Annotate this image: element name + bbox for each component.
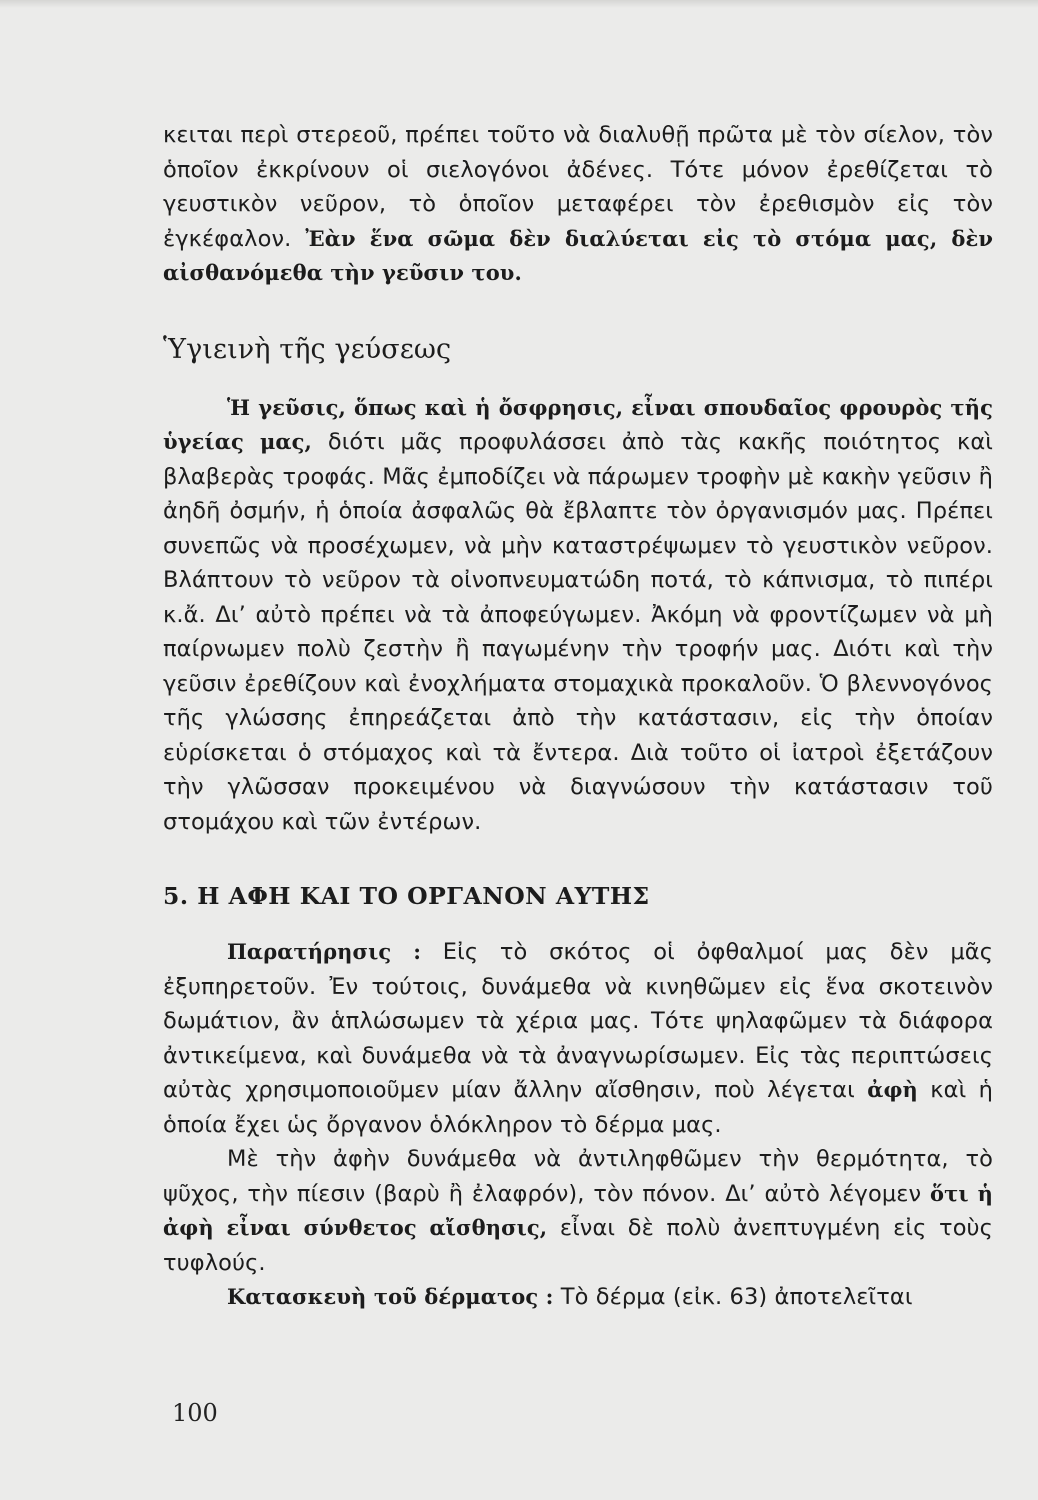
observation-label: Παρατήρησις : <box>227 939 422 964</box>
skin-construction-label: Κατασκευὴ τοῦ δέρματος : <box>227 1284 554 1309</box>
hygiene-body: διότι μᾶς προφυλάσσει ἀπὸ τὰς κακῆς ποιότητος καὶ βλαβερὰς τροφάς. Μᾶς ἐμποδίζει νὰ πάρωμεν τροφὴν μὲ κακὴν γεῦσιν ἢ ἀηδῆ ὀσμήν, ἡ ὁποία ἀσφαλῶς θὰ ἔβλαπτε τὸν ὀργανισμόν μας. Πρέπει συνεπῶς νὰ προσέχωμεν, νὰ μὴν καταστρέψωμεν τὸ γευστικὸν νεῦρον. Βλάπτουν τὸ νεῦρον τὰ οἰνοπνευματώδη ποτά, τὸ κάπνισμα, τὸ πιπέρι κ.ἄ. Δι’ αὐτὸ πρέπει νὰ τὰ ἀποφεύγωμεν. Ἀκόμη νὰ φροντίζωμεν νὰ μὴ παίρνωμεν πολὺ ζεστὴν ἢ παγωμένην τὴν τροφήν μας. Διότι καὶ τὴν γεῦσιν ἐρεθίζουν καὶ ἐνοχλήματα στομαχικὰ προκαλοῦν. Ὁ βλεννογόνος τῆς γλώσσης ἐπηρεάζεται ἀπὸ τὴν κατάστασιν, εἰς τὴν ὁποίαν εὑρίσκεται ὁ στόμαχος καὶ τὰ ἔντερα. Διὰ τοῦτο οἱ ἰατροὶ ἐξετάζουν τὴν γλῶσσαν προκειμένου νὰ διαγνώσουν τὴν κατάστασιν τοῦ στομάχου καὶ τῶν ἐντέρων. <box>163 429 993 835</box>
touch-tail: εἶναι δὲ πολὺ ἀνεπτυγμένη εἰς τοὺς τυφλούς. <box>163 1215 993 1276</box>
touch-bold-statement: ὅτι ἡ ἀφὴ εἶναι σύνθετος αἴσθησις, <box>163 1180 993 1240</box>
touch-text: Μὲ τὴν ἀφὴν δυνάμεθα νὰ ἀντιληφθῶμεν τὴν θερμότητα, τὸ ψῦχος, τὴν πίεσιν (βαρὺ ἢ ἐλαφρόν), τὸν πόνον. Δι’ αὐτὸ λέγομεν <box>163 1146 993 1207</box>
intro-bold-statement: Ἐὰν ἕνα σῶμα δὲν διαλύεται εἰς τὸ στόμα μας, δὲν αἰσθανόμεθα τὴν γεῦσιν του. <box>163 225 993 285</box>
page-number: 100 <box>172 1399 218 1427</box>
intro-text: κειται περὶ στερεοῦ, πρέπει τοῦτο νὰ διαλυθῇ πρῶτα μὲ τὸν σίελον, τὸν ὁποῖον ἐκκρίνουν οἱ σιελογόνοι ἀδένες. Τότε μόνον ἐρεθίζεται τὸ γευστικὸν νεῦρον, τὸ ὁποῖον μεταφέρει τὸν ἐρεθισμὸν εἰς τὸν ἐγκέφαλον. <box>163 122 993 252</box>
observation-bold-word: ἀφὴ <box>867 1077 918 1102</box>
hygiene-paragraph <box>163 391 993 840</box>
skin-construction-paragraph <box>163 1280 993 1315</box>
intro-paragraph <box>163 118 993 291</box>
section-5-heading: 5. Η ΑΦΗ ΚΑΙ ΤΟ ΟΡΓΑΝΟΝ ΑΥΤΗΣ <box>163 882 650 910</box>
observation-paragraph <box>163 935 993 1142</box>
observation-tail: καὶ ἡ ὁποία ἔχει ὡς ὄργανον ὁλόκληρον τὸ δέρμα μας. <box>163 1077 993 1138</box>
hygiene-lead-bold: Ἡ γεῦσις, ὅπως καὶ ἡ ὄσφρησις, εἶναι σπουδαῖος φρουρὸς τῆς ὑγείας μας, <box>163 394 993 454</box>
touch-paragraph <box>163 1142 993 1280</box>
hygiene-heading: Ὑγιεινὴ τῆς γεύσεως <box>163 333 452 365</box>
page-top-edge <box>0 0 1038 8</box>
observation-text: Εἰς τὸ σκότος οἱ ὀφθαλμοί μας δὲν μᾶς ἐξυπηρετοῦν. Ἐν τούτοις, δυνάμεθα νὰ κινηθῶμεν εἰς ἕνα σκοτεινὸν δωμάτιον, ἂν ἁπλώσωμεν τὰ χέρια μας. Τότε ψηλαφῶμεν τὰ διάφορα ἀντικείμενα, καὶ δυνάμεθα νὰ τὰ ἀναγνωρίσωμεν. Εἰς τὰς περιπτώσεις αὐτὰς χρησιμοποιοῦμεν μίαν ἄλλην αἴσθησιν, ποὺ λέγεται <box>163 939 993 1103</box>
skin-construction-text: Τὸ δέρμα (εἰκ. 63) ἀποτελεῖται <box>553 1284 913 1310</box>
text-column <box>163 118 993 1315</box>
